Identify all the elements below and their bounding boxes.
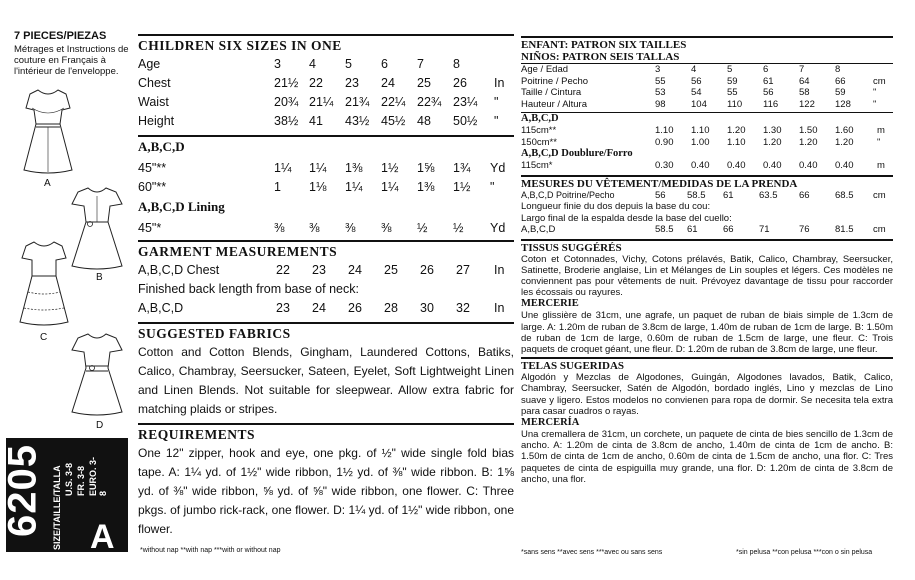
row-value: 54 bbox=[691, 87, 702, 98]
merceria-text: Una cremallera de 31cm, un corchete, un paquete de cinta de bies sencillo de 1.3cm de ancho. A: 1.20m de cinta de 3.8cm de ancho, 1.40m de cinta de 1cm de ancho. B: 1.50m de cinta de 1cm de ancho, 0.60m de cinta de 1.5cm de ancho, una flor. C: Tres paquetes de cinta de espiguilla muy grande, una flor. D: 1.20m de cinta de 3.8cm de ancho, una flor. bbox=[521, 428, 893, 485]
row-value: 3 bbox=[655, 64, 661, 75]
row-value: 8 bbox=[453, 57, 460, 71]
row-value: 7 bbox=[799, 64, 805, 75]
row-value: 59 bbox=[727, 75, 738, 87]
yardage-abcd-title: A,B,C,D bbox=[138, 135, 514, 159]
row-unit: In bbox=[494, 76, 505, 90]
row-value: 50½ bbox=[453, 114, 478, 128]
view-a-label: A bbox=[44, 178, 51, 189]
row-value: 59 bbox=[835, 87, 846, 98]
row-value: 27 bbox=[456, 263, 470, 277]
row-value: 6 bbox=[381, 57, 388, 71]
row-value: 23 bbox=[312, 263, 326, 277]
row-value: 68.5 bbox=[835, 189, 854, 201]
merceria-title: MERCERÍA bbox=[521, 416, 580, 428]
row-value: 58 bbox=[799, 87, 810, 98]
row-value: 45½ bbox=[381, 114, 406, 128]
table-row bbox=[138, 74, 514, 93]
row-unit: " bbox=[873, 98, 877, 110]
row-value: ½ bbox=[417, 221, 428, 235]
row-label: A,B,C,D bbox=[521, 224, 556, 235]
row-value: 21¾ bbox=[345, 95, 370, 109]
row-value: 24 bbox=[348, 263, 362, 277]
row-value: 26 bbox=[453, 76, 467, 90]
row-label: Waist bbox=[138, 95, 169, 109]
table-row bbox=[138, 299, 514, 318]
row-value: 5 bbox=[727, 64, 733, 75]
view-c-label: C bbox=[40, 332, 48, 343]
row-value: 1.20 bbox=[835, 136, 854, 148]
footnote-french: *sans sens **avec sens ***avec ou sans sens bbox=[521, 549, 663, 556]
row-unit: In bbox=[494, 301, 505, 315]
row-value: 0.40 bbox=[727, 160, 746, 171]
row-label: Hauteur / Altura bbox=[521, 98, 588, 110]
row-value: 66 bbox=[835, 75, 846, 87]
row-value: 61 bbox=[687, 224, 698, 235]
row-label: A,B,C,D bbox=[138, 301, 184, 315]
row-unit: " bbox=[494, 95, 499, 109]
row-label: A,B,C,D Poitrine/Pecho bbox=[521, 189, 615, 200]
tissus-text: Coton et Cotonnades, Vichy, Cotons prélavés, Batik, Calico, Chambray, Seersucker, Satinette, Broderie anglaise, Lin et Mélanges de Lin souples et légers. Ces modèles ne conviennent pas pour vêtements de nuit. Prévoyez davantage de tissu pour raccorder les écossais ou rayures. bbox=[521, 253, 893, 299]
row-value: 22 bbox=[309, 76, 323, 90]
tissus-title: TISSUS SUGGÉRÉS bbox=[521, 239, 893, 254]
metric-abcd-table bbox=[521, 125, 893, 148]
row-value: 122 bbox=[799, 98, 815, 110]
row-value: 128 bbox=[835, 98, 851, 110]
back-length-label: Finished back length from base of neck: bbox=[138, 282, 359, 296]
table-row bbox=[521, 190, 893, 202]
yardage-abcd-table bbox=[138, 159, 514, 197]
row-value: 58.5 bbox=[687, 189, 706, 201]
mercerie-text: Une glissière de 31cm, une agrafe, un paquet de ruban de biais simple de 1.3cm de large. A: 1.20m de ruban de 3.8cm de large, 1.40m de ruban de 1cm de large. B: 1.50m de ruban de 1cm de large, 0.60m de ruban de 1.5cm de large, une fleur. C: Trois paquets de croquet géant, une fleur. D: 1.20m de ruban de 3.8cm de large, une fleur. bbox=[521, 310, 893, 355]
table-row bbox=[521, 125, 893, 137]
row-label: 45"* bbox=[138, 221, 162, 235]
row-value: 1½ bbox=[453, 180, 471, 194]
title-spanish: NIÑOS: PATRON SEIS TALLAS bbox=[521, 51, 680, 63]
requirements-text: One 12" zipper, hook and eye, one pkg. of ½" wide single fold bias tape. A: 1¼ yd. of 1½" wide ribbon, 1½ yd. of ⅜" wide ribbon. B: 1⅝ yd. of ⅜" wide ribbon, ⅝ yd. of ⅝" wide ribbon, one flower. C: Three pkgs. of jumbo rick-rack, one flower. D: 1¼ yd. of 1½" wide ribbon, one flower. bbox=[138, 446, 514, 536]
row-value: 53 bbox=[655, 87, 666, 98]
table-row bbox=[521, 160, 893, 172]
row-value: 1.00 bbox=[691, 136, 710, 148]
row-value: 1.20 bbox=[799, 136, 818, 148]
row-value: ⅜ bbox=[274, 221, 285, 235]
row-value: 23 bbox=[276, 301, 290, 315]
row-value: 61 bbox=[763, 75, 774, 87]
row-value: 1.30 bbox=[763, 125, 782, 136]
row-label: 60"** bbox=[138, 180, 167, 194]
table-row bbox=[138, 178, 514, 197]
row-value: 7 bbox=[417, 57, 424, 71]
table-row bbox=[521, 99, 893, 111]
row-value: 1 bbox=[274, 180, 281, 194]
french-spanish-column bbox=[521, 36, 893, 485]
mercerie-title: MERCERIE bbox=[521, 298, 579, 310]
row-value: 81.5 bbox=[835, 224, 854, 235]
french-instructions-note: Métrages et Instructions de couture en Français à l'intérieur de l'enveloppe. bbox=[14, 44, 129, 77]
pieces-count: 7 PIECES/PIEZAS bbox=[14, 30, 107, 42]
row-value: 116 bbox=[763, 98, 779, 110]
row-unit: cm bbox=[873, 189, 886, 201]
row-value: ⅜ bbox=[381, 221, 392, 235]
row-label: 115cm* bbox=[521, 160, 553, 171]
row-value: 56 bbox=[763, 87, 774, 98]
row-value: 1.60 bbox=[835, 125, 854, 136]
row-value: 43½ bbox=[345, 114, 370, 128]
row-value: 23 bbox=[345, 76, 359, 90]
row-value: 22¼ bbox=[381, 95, 406, 109]
row-label: A,B,C,D Chest bbox=[138, 263, 220, 277]
metric-lining-title: A,B,C,D Doublure/Forro bbox=[521, 148, 633, 159]
row-value: 20¾ bbox=[274, 95, 299, 109]
row-label: 45"** bbox=[138, 161, 167, 175]
row-unit: Yd bbox=[490, 161, 506, 175]
row-value: 63.5 bbox=[759, 189, 778, 201]
row-value: 55 bbox=[727, 87, 738, 98]
telas-text: Algodón y Mezclas de Algodones, Guingán, Algodones lavados, Batik, Calico, Chambray, Seersucker, Satén de Algodón, bordado inglés, Lino y mezclas de Lino suave y ligero. Estos modelos no convienen para ropa de dormir. Se necesita tela extra para casar cuadros o rayas. bbox=[521, 372, 893, 417]
view-d-dress-drawing bbox=[66, 328, 128, 418]
row-value: 0.40 bbox=[835, 160, 854, 171]
row-value: 58.5 bbox=[655, 224, 674, 235]
pattern-number: 6205 bbox=[0, 444, 45, 537]
children-sizes-title: CHILDREN SIX SIZES IN ONE bbox=[138, 34, 514, 55]
row-value: 22 bbox=[276, 263, 290, 277]
row-value: 26 bbox=[420, 263, 434, 277]
row-value: 38½ bbox=[274, 114, 299, 128]
view-c-dress-drawing bbox=[14, 236, 74, 330]
row-unit: " bbox=[873, 87, 877, 98]
row-value: 48 bbox=[417, 114, 431, 128]
row-unit: Yd bbox=[490, 221, 506, 235]
row-value: 1⅛ bbox=[309, 180, 327, 194]
left-column bbox=[0, 0, 135, 580]
row-value: 30 bbox=[420, 301, 434, 315]
metric-abcd-title: A,B,C,D bbox=[521, 113, 559, 124]
row-unit: " bbox=[490, 180, 495, 194]
row-unit: cm bbox=[873, 75, 886, 87]
row-value: 0.90 bbox=[655, 136, 674, 148]
row-label: 115cm** bbox=[521, 125, 557, 136]
row-unit: " bbox=[877, 136, 881, 148]
table-row bbox=[521, 137, 893, 149]
row-value: 64 bbox=[799, 75, 810, 87]
row-value: 76 bbox=[799, 224, 810, 235]
view-b-label: B bbox=[96, 272, 103, 283]
row-value: 23¼ bbox=[453, 95, 478, 109]
row-value: 110 bbox=[727, 98, 743, 110]
pattern-id-block bbox=[0, 438, 128, 556]
garment-back-row bbox=[138, 299, 514, 318]
footnote-spanish: *sin pelusa **con pelusa ***con o sin pelusa bbox=[736, 549, 873, 556]
row-value: ⅜ bbox=[345, 221, 356, 235]
row-value: 104 bbox=[691, 98, 707, 110]
row-value: 1.10 bbox=[691, 125, 710, 136]
row-value: 66 bbox=[799, 189, 810, 201]
row-unit: " bbox=[494, 114, 499, 128]
row-value: 1⅜ bbox=[417, 180, 435, 194]
table-row bbox=[138, 159, 514, 178]
row-value: 0.40 bbox=[691, 160, 710, 171]
metric-chest-row bbox=[521, 190, 893, 202]
table-row bbox=[138, 261, 514, 280]
row-value: 0.40 bbox=[763, 160, 782, 171]
row-value: 1¼ bbox=[274, 161, 292, 175]
english-column bbox=[138, 34, 514, 539]
row-value: 3 bbox=[274, 57, 281, 71]
row-value: 25 bbox=[417, 76, 431, 90]
table-row bbox=[138, 55, 514, 74]
size-table bbox=[138, 55, 514, 131]
row-label: 150cm** bbox=[521, 136, 557, 148]
row-value: 71 bbox=[759, 224, 770, 235]
title-french: ENFANT: PATRON SIX TAILLES bbox=[521, 36, 893, 51]
row-value: 32 bbox=[456, 301, 470, 315]
metric-lining-table bbox=[521, 160, 893, 172]
row-value: ⅜ bbox=[309, 221, 320, 235]
table-row bbox=[138, 112, 514, 131]
size-range-us: U.S. 3-8 bbox=[64, 462, 74, 496]
nap-footnote: *without nap **with nap ***with or without nap bbox=[140, 547, 281, 554]
yardage-lining-table bbox=[138, 219, 514, 238]
row-value: 56 bbox=[655, 189, 666, 201]
row-value: 28 bbox=[384, 301, 398, 315]
row-value: 8 bbox=[835, 64, 841, 75]
garment-chest-row bbox=[138, 261, 514, 280]
row-label: Age bbox=[138, 57, 161, 71]
garment-measures-title: MESURES DU VÊTEMENT/MEDIDAS DE LA PRENDA bbox=[521, 175, 893, 190]
table-row bbox=[138, 93, 514, 112]
row-value: 66 bbox=[723, 224, 734, 235]
row-value: 6 bbox=[763, 64, 769, 75]
row-value: 26 bbox=[348, 301, 362, 315]
size-letter: A bbox=[90, 518, 115, 556]
telas-title: TELAS SUGERIDAS bbox=[521, 357, 893, 372]
row-value: 24 bbox=[312, 301, 326, 315]
garment-measurements-title: GARMENT MEASUREMENTS bbox=[138, 240, 514, 261]
row-label: Height bbox=[138, 114, 175, 128]
row-value: 1⅜ bbox=[345, 161, 363, 175]
row-value: 21½ bbox=[274, 76, 299, 90]
row-value: 98 bbox=[655, 98, 666, 110]
row-value: 1.50 bbox=[799, 125, 818, 136]
row-value: 1¼ bbox=[309, 161, 327, 175]
row-label: Chest bbox=[138, 76, 171, 90]
row-value: 1⅝ bbox=[417, 161, 435, 175]
size-table-metric bbox=[521, 64, 893, 110]
row-value: 4 bbox=[691, 64, 697, 75]
view-b-dress-drawing bbox=[66, 182, 128, 272]
table-row bbox=[521, 76, 893, 88]
row-value: 1¾ bbox=[453, 161, 471, 175]
row-value: 1.10 bbox=[727, 136, 746, 148]
row-value: 55 bbox=[655, 75, 666, 87]
row-value: 61 bbox=[723, 189, 734, 201]
row-label: Taille / Cintura bbox=[521, 87, 582, 98]
row-value: 1¼ bbox=[381, 180, 399, 194]
suggested-fabrics-title: SUGGESTED FABRICS bbox=[138, 322, 514, 343]
row-value: 1¼ bbox=[345, 180, 363, 194]
view-a-dress-drawing bbox=[18, 84, 78, 176]
row-unit: In bbox=[494, 263, 505, 277]
row-value: ½ bbox=[453, 221, 464, 235]
table-row bbox=[138, 219, 514, 238]
table-row bbox=[521, 64, 893, 76]
row-value: 24 bbox=[381, 76, 395, 90]
row-value: 5 bbox=[345, 57, 352, 71]
table-row bbox=[521, 224, 893, 236]
table-row bbox=[521, 87, 893, 99]
row-value: 1.20 bbox=[763, 136, 782, 148]
row-value: 1.10 bbox=[655, 125, 674, 136]
size-range-fr: FR. 3-8 bbox=[76, 465, 86, 496]
back-length-spanish: Largo final de la espalda desde la base del cuello: bbox=[521, 212, 732, 224]
row-value: 1½ bbox=[381, 161, 399, 175]
row-unit: cm bbox=[873, 224, 886, 235]
size-range-euro: EURO. 3-8 bbox=[88, 456, 108, 496]
back-length-french: Longueur finie du dos depuis la base du cou: bbox=[521, 201, 711, 212]
row-unit: m bbox=[877, 125, 885, 136]
metric-back-row bbox=[521, 224, 893, 236]
row-value: 0.30 bbox=[655, 160, 674, 171]
row-label: Poitrine / Pecho bbox=[521, 75, 589, 87]
suggested-fabrics-text: Cotton and Cotton Blends, Gingham, Laundered Cottons, Batiks, Calico, Chambray, Seersucker, Sateen, Eyelet, Soft Lightweight Linen and Linen Blends. Not suitable for sleepwear. Allow extra fabric for matching plaids or stripes. bbox=[138, 345, 514, 416]
view-d-label: D bbox=[96, 420, 104, 431]
size-label: SIZE/TAILLE/TALLA bbox=[52, 465, 62, 550]
row-value: 22¾ bbox=[417, 95, 442, 109]
yardage-lining-title: A,B,C,D Lining bbox=[138, 199, 225, 214]
row-value: 0.40 bbox=[799, 160, 818, 171]
row-unit: m bbox=[877, 160, 885, 171]
row-label: Age / Edad bbox=[521, 64, 569, 75]
row-value: 25 bbox=[384, 263, 398, 277]
row-value: 56 bbox=[691, 75, 702, 87]
row-value: 4 bbox=[309, 57, 316, 71]
row-value: 1.20 bbox=[727, 125, 746, 136]
row-value: 21¼ bbox=[309, 95, 334, 109]
row-value: 41 bbox=[309, 114, 323, 128]
requirements-title: REQUIREMENTS bbox=[138, 423, 514, 444]
